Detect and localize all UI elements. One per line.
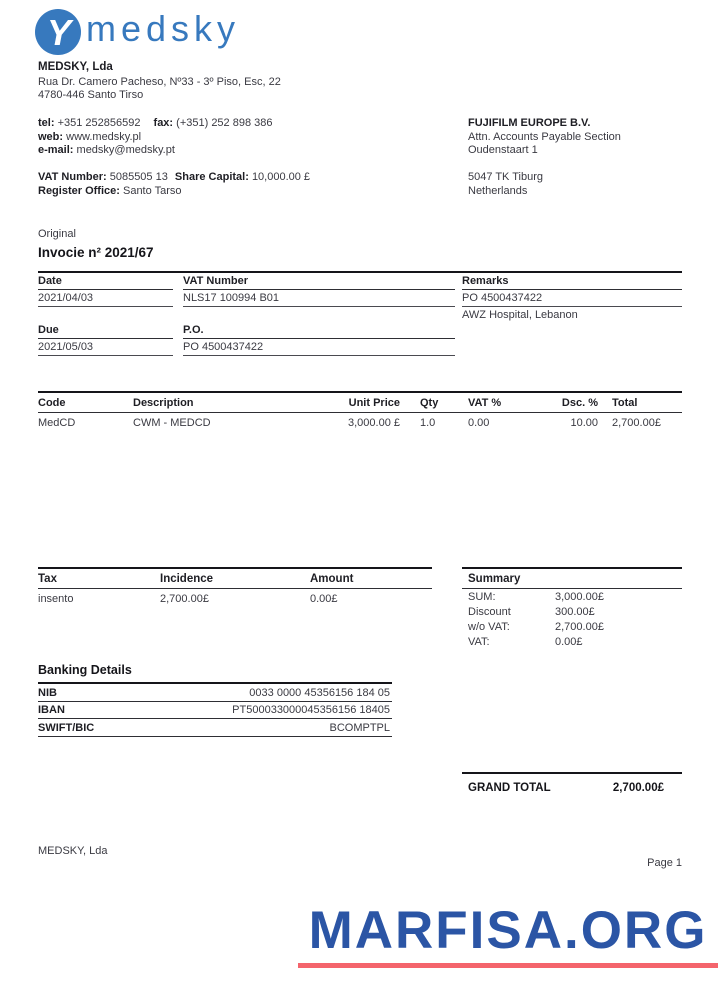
seller-contact	[38, 117, 273, 158]
buyer-attn: Attn. Accounts Payable Section	[468, 130, 621, 143]
item-discount: 10.00	[570, 417, 598, 429]
footer-company: MEDSKY, Lda	[38, 845, 108, 857]
item-unit-price: 3,000.00 £	[348, 417, 400, 429]
seller-name: MEDSKY, Lda	[38, 61, 113, 73]
medsky-logo	[34, 8, 240, 56]
seller-address	[38, 76, 281, 102]
field-vat-number	[183, 273, 455, 307]
col-amount: Amount	[310, 573, 354, 585]
marfisa-wordmark: MARFISA.ORG	[308, 901, 708, 960]
line-items-header	[38, 393, 682, 413]
remarks-line1: PO 4500437422	[462, 290, 682, 307]
col-unit-price: Unit Price	[348, 397, 400, 409]
buyer-postal: 5047 TK Tiburg	[468, 171, 544, 183]
field-remarks	[462, 273, 682, 323]
po-label: P.O.	[183, 322, 455, 339]
grand-total-value: 2,700.00£	[612, 782, 664, 794]
table-row	[38, 413, 682, 432]
email-label: e-mail:	[38, 144, 74, 156]
field-date	[38, 273, 173, 307]
summary-row-discount	[462, 604, 682, 619]
banking-table	[38, 682, 392, 737]
logo-letter: Y	[46, 12, 72, 53]
summary-sum-label: SUM:	[468, 590, 496, 603]
buyer-location	[468, 171, 543, 198]
banking-row-iban	[38, 702, 392, 720]
invoice-title: Invocie n² 2021/67	[38, 245, 154, 260]
remarks-label: Remarks	[462, 273, 682, 290]
summary-wo-vat-value: 2,700.00£	[555, 620, 604, 633]
marfisa-underline	[298, 963, 718, 968]
item-code: MedCD	[38, 417, 76, 429]
tax-table	[38, 567, 432, 608]
col-discount: Dsc. %	[561, 397, 598, 409]
register-office-line	[38, 185, 310, 199]
summary-sum-value: 3,000.00£	[555, 590, 604, 603]
web-value: www.medsky.pl	[66, 130, 142, 143]
summary-wo-vat-label: w/o VAT:	[468, 620, 510, 633]
vat-value: 5085505 13	[109, 171, 168, 183]
tax-incidence: 2,700.00£	[160, 593, 209, 605]
swift-label: SWIFT/BIC	[38, 721, 95, 734]
due-value: 2021/05/03	[38, 339, 173, 356]
vat-number-value: NLS17 100994 B01	[183, 290, 455, 307]
vat-number-label: VAT Number	[183, 273, 455, 290]
summary-row-sum	[462, 589, 682, 604]
buyer-block	[468, 117, 621, 158]
col-tax: Tax	[38, 573, 57, 585]
summary-vat-label: VAT:	[468, 635, 490, 648]
iban-value: PT500033000045356156 18405	[232, 704, 390, 716]
col-vat: VAT %	[468, 397, 502, 409]
tax-table-header	[38, 569, 432, 589]
office-label: Register Office:	[38, 184, 120, 197]
po-value: PO 4500437422	[183, 339, 455, 356]
item-description: CWM - MEDCD	[133, 417, 211, 429]
tax-row	[38, 589, 432, 608]
seller-address-line2: 4780-446 Santo Tirso	[38, 89, 144, 101]
capital-value: 10,000.00 £	[251, 171, 311, 183]
seller-registration	[38, 171, 310, 198]
banking-row-nib	[38, 684, 392, 702]
email-value: medsky@medsky.pt	[76, 144, 175, 156]
buyer-country: Netherlands	[468, 184, 528, 197]
nib-value: 0033 0000 45356156 184 05	[249, 686, 390, 699]
item-vat: 0.00	[468, 417, 490, 429]
date-value: 2021/04/03	[38, 290, 173, 307]
grand-total	[462, 772, 682, 794]
summary-discount-value: 300.00£	[555, 605, 595, 618]
summary-vat-value: 0.00£	[555, 635, 583, 648]
banking-title: Banking Details	[38, 663, 132, 677]
vat-capital-line	[38, 171, 310, 185]
page-number: Page 1	[647, 857, 682, 869]
summary-discount-label: Discount	[468, 605, 511, 618]
capital-label: Share Capital:	[174, 171, 249, 183]
item-total: 2,700.00£	[612, 417, 661, 429]
fax-label: fax:	[153, 117, 174, 129]
vat-label: VAT Number:	[38, 171, 107, 183]
swift-value: BCOMPTPL	[329, 721, 390, 734]
tax-amount: 0.00£	[310, 593, 338, 605]
buyer-street: Oudenstaart 1	[468, 144, 538, 156]
tel-label: tel:	[38, 117, 55, 129]
col-code: Code	[38, 397, 66, 409]
date-label: Date	[38, 273, 173, 290]
seller-address-line1: Rua Dr. Camero Pacheso, Nº33 - 3º Piso, Esc, 22	[38, 76, 281, 88]
col-incidence: Incidence	[160, 573, 214, 585]
due-label: Due	[38, 322, 173, 339]
banking-row-swift	[38, 719, 392, 737]
summary-box	[462, 567, 682, 649]
web-label: web:	[38, 130, 64, 143]
buyer-name: FUJIFILM EUROPE B.V.	[468, 117, 591, 129]
tel-value: +351 252856592	[57, 117, 141, 129]
summary-title: Summary	[462, 569, 682, 589]
copy-type: Original	[38, 228, 76, 240]
iban-label: IBAN	[38, 704, 65, 716]
marfisa-watermark	[298, 903, 718, 968]
remarks-line2: AWZ Hospital, Lebanon	[462, 309, 578, 321]
tax-name: insento	[38, 593, 74, 605]
contact-email	[38, 144, 273, 158]
office-value: Santo Tarso	[122, 184, 182, 197]
brand-wordmark: medsky	[86, 8, 241, 49]
contact-web	[38, 131, 273, 145]
contact-tel-fax	[38, 117, 273, 131]
col-description: Description	[133, 397, 194, 409]
grand-total-label: GRAND TOTAL	[468, 782, 551, 794]
medsky-logo-icon	[34, 8, 82, 56]
nib-label: NIB	[38, 686, 57, 699]
line-items-table	[38, 391, 682, 432]
field-po	[183, 322, 455, 356]
col-total: Total	[612, 397, 638, 409]
summary-row-vat	[462, 634, 682, 649]
item-qty: 1.0	[420, 417, 436, 429]
fax-value: (+351) 252 898 386	[176, 117, 273, 129]
col-qty: Qty	[420, 397, 439, 409]
summary-row-wo-vat	[462, 619, 682, 634]
field-due	[38, 322, 173, 356]
